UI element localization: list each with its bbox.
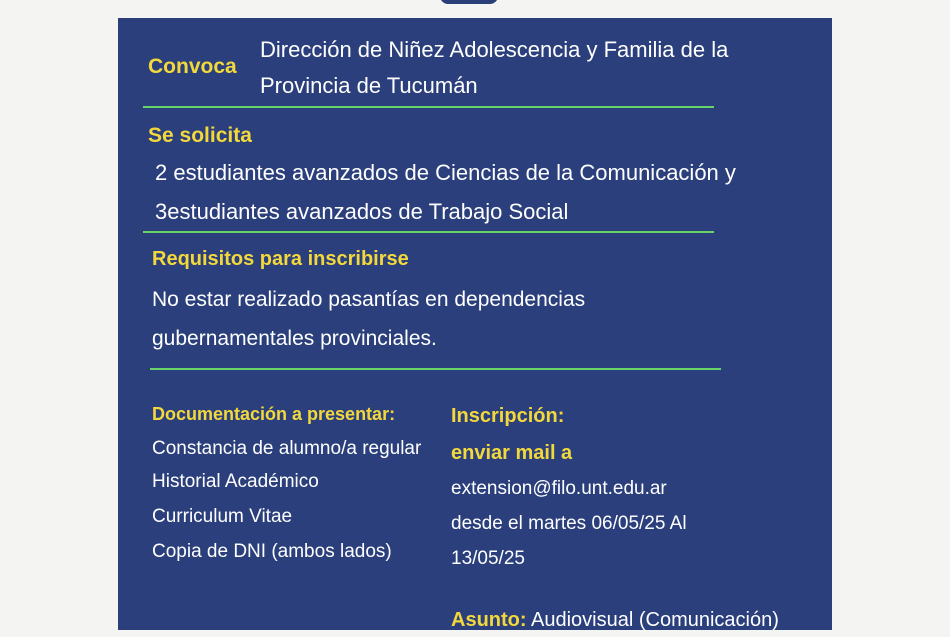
requisitos-text-line-1: No estar realizado pasantías en dependencias bbox=[152, 288, 586, 311]
documentacion-label: Documentación a presentar: bbox=[152, 404, 396, 424]
asunto-row bbox=[451, 603, 779, 637]
top-title-fragment bbox=[440, 0, 498, 4]
convoca-text-line-1: Dirección de Niñez Adolescencia y Familia de la bbox=[260, 37, 729, 62]
email-address-text: extension@filo.unt.edu.ar bbox=[451, 478, 667, 499]
enviar-mail-label: enviar mail a bbox=[451, 442, 573, 464]
divider-1 bbox=[143, 106, 714, 108]
divider-3 bbox=[150, 368, 721, 370]
announcement-panel bbox=[118, 18, 832, 630]
requisitos-text-line-2: gubernamentales provinciales. bbox=[152, 327, 437, 350]
convoca-text-line-2: Provincia de Tucumán bbox=[260, 73, 478, 98]
solicita-label: Se solicita bbox=[148, 124, 252, 147]
inscripcion-date-line-1: desde el martes 06/05/25 Al bbox=[451, 513, 687, 534]
asunto-value: Audiovisual (Comunicación) bbox=[531, 609, 779, 631]
documentacion-item: Copia de DNI (ambos lados) bbox=[152, 541, 392, 562]
convoca-label: Convoca bbox=[148, 55, 237, 78]
solicita-text-line-2: 3estudiantes avanzados de Trabajo Social bbox=[155, 199, 569, 224]
asunto-label: Asunto: bbox=[451, 609, 527, 631]
inscripcion-label: Inscripción: bbox=[451, 405, 565, 427]
documentacion-item: Historial Académico bbox=[152, 471, 319, 492]
documentacion-item: Curriculum Vitae bbox=[152, 506, 293, 527]
divider-2 bbox=[143, 231, 714, 233]
requisitos-label: Requisitos para inscribirse bbox=[152, 248, 409, 270]
solicita-text-line-1: 2 estudiantes avanzados de Ciencias de la Comunicación y bbox=[155, 160, 736, 185]
documentacion-item: Constancia de alumno/a regular bbox=[152, 438, 422, 459]
inscripcion-date-line-2: 13/05/25 bbox=[451, 548, 525, 569]
